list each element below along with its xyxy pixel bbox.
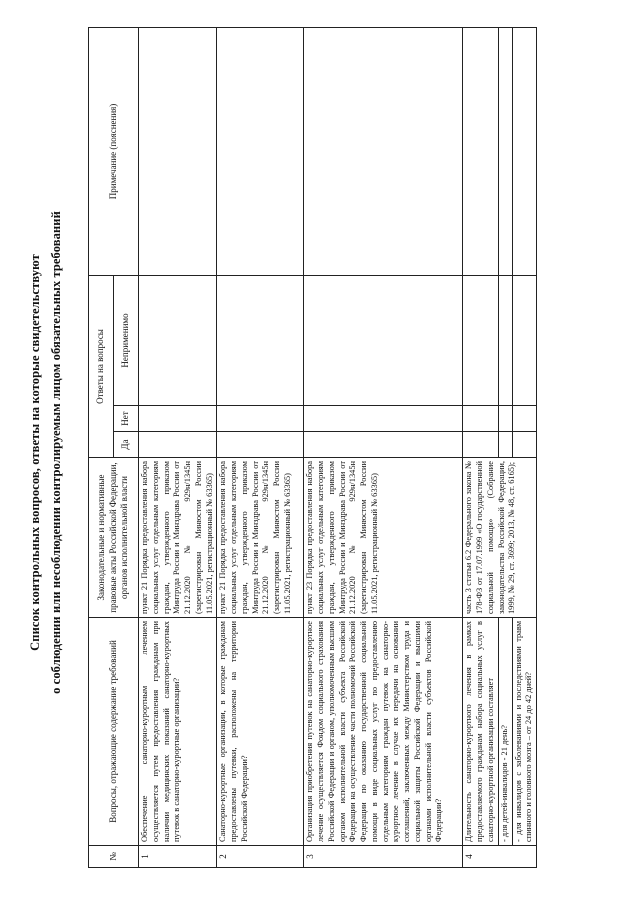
row-question: Обеспечение санаторно-курортным лечением осуществляется путем предоставления гражданам при наличии медицинских показаний санаторно-курортных путевок в санаторно-курортные организации?: [139, 618, 217, 846]
table-row: [139, 27, 217, 867]
answer-yes-cell[interactable]: [512, 432, 537, 458]
answer-na-cell[interactable]: [512, 275, 537, 405]
answer-no-cell[interactable]: [498, 406, 512, 432]
header-question: Вопросы, отражающие содержание требований: [89, 618, 139, 846]
answer-na-cell[interactable]: [139, 275, 217, 405]
note-cell[interactable]: [217, 27, 304, 275]
row-question: Организация приобретения путевок на санаторно-курортное лечение осуществляется Фондом социального страхования Российской Федерации и органом, уполномоченным высшим органом исполнительной власти субъекта Российской Федерации на осуществление части полномочий Российской Федерации по оказанию государственной социальной помощи в виде социальных услуг по предоставлению отдельным категориям граждан путевок на санаторно-курортное лечение в случае их передачи на основании соглашений, заключенных между Министерством труда и социальной защиты Российской Федерации и высшими органами исполнительной власти субъектов Российской Федерации?: [304, 618, 463, 846]
answer-no-cell[interactable]: [217, 406, 304, 432]
answer-yes-cell[interactable]: [463, 432, 498, 458]
table-subrow: [512, 27, 537, 867]
document-title: Список контрольных вопросов, ответы на которые свидетельствуют: [28, 254, 42, 651]
header-note: Примечание (пояснения): [89, 27, 139, 275]
row-acts: пункт 21 Порядка предоставления набора социальных услуг отдельным категориям граждан, утвержденного приказом Минтруда России и Минздрава России от 21.12.2020 № 929н/1345н (зарегистрирован Минюстом России 11.05.2021, регистрационный № 63365): [217, 458, 304, 618]
note-cell[interactable]: [512, 27, 537, 275]
answer-no-cell[interactable]: [304, 406, 463, 432]
row-number: 1: [139, 846, 217, 868]
checklist-table: [88, 27, 537, 868]
answer-no-cell[interactable]: [463, 406, 498, 432]
table-row: [217, 27, 304, 867]
row-number: 2: [217, 846, 304, 868]
header-answers: Ответы на вопросы: [89, 275, 114, 457]
subrow-question: - для детей-инвалидов - 21 день?: [498, 618, 512, 846]
table-subrow: [498, 27, 512, 867]
answer-yes-cell[interactable]: [139, 432, 217, 458]
row-acts: пункт 21 Порядка предоставления набора социальных услуг отдельным категориям граждан, утвержденного приказом Минтруда России и Минздрава России от 21.12.2020 № 929н/1345н (зарегистрирован Минюстом России 11.05.2021, регистрационный № 63365): [139, 458, 217, 618]
subrow-question: - для инвалидов с заболеваниями и последствиями травм спинного и головного мозга – от 24 до 42 дней?: [512, 618, 537, 846]
note-cell[interactable]: [304, 27, 463, 275]
note-cell[interactable]: [463, 27, 498, 275]
header-no: Нет: [114, 406, 139, 432]
answer-yes-cell[interactable]: [304, 432, 463, 458]
answer-na-cell[interactable]: [304, 275, 463, 405]
header-acts: Законодательные и нормативные правовые акты Российской Федерации, органов исполнительной власти: [89, 458, 139, 618]
row-number: 3: [304, 846, 463, 868]
answer-na-cell[interactable]: [498, 275, 512, 405]
answer-na-cell[interactable]: [463, 275, 498, 405]
row-question: Санаторно-курортные организации, в которые гражданам предоставлены путевки, расположены на территории Российской Федерации?: [217, 618, 304, 846]
note-cell[interactable]: [498, 27, 512, 275]
table-row: [463, 27, 498, 867]
note-cell[interactable]: [139, 27, 217, 275]
header-row: [89, 27, 114, 867]
answer-yes-cell[interactable]: [498, 432, 512, 458]
document-subtitle: о соблюдении или несоблюдении контролируемым лицом обязательных требований: [49, 211, 63, 694]
answer-na-cell[interactable]: [217, 275, 304, 405]
answer-no-cell[interactable]: [139, 406, 217, 432]
row-question: Длительность санаторно-курортного лечения в рамках предоставляемого гражданам набора социальных услуг в санаторно-курортной организации составляет: [463, 618, 498, 846]
header-na: Неприменимо: [114, 275, 139, 405]
row-acts: пункт 23 Порядка предоставления набора социальных услуг отдельным категориям граждан, утвержденного приказом Минтруда России и Минздрава России от 21.12.2020 № 929н/1345н (зарегистрирован Минюстом России 11.05.2021, регистрационный № 63365): [304, 458, 463, 618]
header-yes: Да: [114, 432, 139, 458]
answer-yes-cell[interactable]: [217, 432, 304, 458]
table-row: [304, 27, 463, 867]
answer-no-cell[interactable]: [512, 406, 537, 432]
row-number: 4: [463, 846, 537, 868]
header-num: №: [89, 846, 139, 868]
row-acts: часть 3 статьи 6.2 Федерального закона № 178-ФЗ от 17.07.1999 «О государственной социальной помощи» (Собрание законодательства Российской Федерации, 1999, № 29, ст. 3699; 2013, № 48, ст. 6165);: [463, 458, 537, 618]
